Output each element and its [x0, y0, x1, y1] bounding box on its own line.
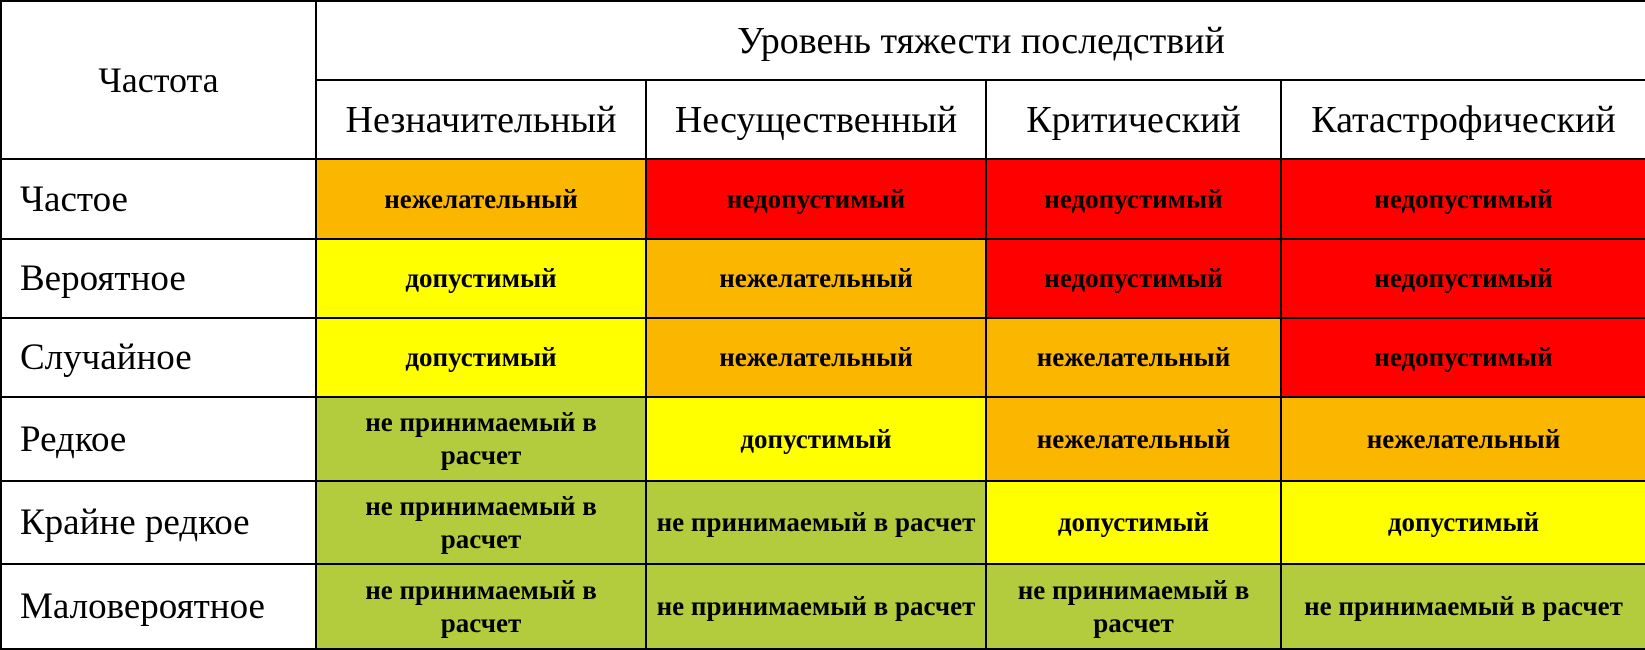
risk-cell-text: недопустимый — [1044, 183, 1223, 214]
risk-cell — [646, 159, 986, 239]
risk-cell-text: допустимый — [405, 342, 557, 372]
frequency-header: Частота — [1, 1, 316, 159]
risk-cell-text: не принимаемый в расчет — [656, 507, 976, 537]
risk-cell-text: не принимаемый в расчет — [1017, 574, 1250, 638]
row-label: Частое — [1, 159, 316, 239]
risk-cell — [986, 481, 1281, 564]
risk-cell-text: не принимаемый в расчет — [365, 490, 597, 554]
risk-cell-text: допустимый — [1057, 507, 1210, 537]
risk-cell — [986, 159, 1281, 239]
column-header-catastrophic: Катастрофический — [1281, 80, 1645, 159]
risk-cell — [1281, 159, 1645, 239]
risk-cell — [1281, 239, 1645, 318]
risk-cell-text: допустимый — [740, 423, 892, 454]
risk-cell — [986, 318, 1281, 397]
risk-cell — [646, 481, 986, 564]
risk-cell — [1281, 397, 1645, 481]
table-row — [1, 159, 1645, 239]
table-row — [1, 481, 1645, 564]
table-row — [1, 239, 1645, 318]
table-row — [1, 318, 1645, 397]
risk-cell — [1281, 481, 1645, 564]
risk-cell-text: не принимаемый в расчет — [656, 591, 976, 621]
risk-cell — [986, 239, 1281, 318]
table-row — [1, 397, 1645, 481]
row-label: Случайное — [1, 318, 316, 397]
risk-cell — [316, 397, 646, 481]
risk-cell-text: не принимаемый в расчет — [1304, 591, 1623, 621]
risk-cell-text: нежелательный — [1366, 423, 1561, 454]
risk-cell-text: нежелательный — [384, 183, 578, 214]
row-label: Крайне редкое — [1, 481, 316, 564]
risk-cell — [646, 318, 986, 397]
risk-cell-text: допустимый — [405, 263, 557, 293]
risk-cell-text: не принимаемый в расчет — [365, 407, 597, 470]
risk-cell — [646, 239, 986, 318]
risk-cell — [316, 239, 646, 318]
column-header-insignificant: Незначительный — [316, 80, 646, 159]
risk-cell-text: недопустимый — [1374, 342, 1553, 372]
risk-cell — [646, 397, 986, 481]
risk-cell-text: нежелательный — [1036, 342, 1231, 372]
risk-cell-text: нежелательный — [1036, 423, 1231, 454]
row-label: Вероятное — [1, 239, 316, 318]
risk-cell-text: нежелательный — [719, 263, 913, 293]
risk-cell — [1281, 564, 1645, 649]
column-header-critical: Критический — [986, 80, 1281, 159]
row-label: Маловероятное — [1, 564, 316, 649]
risk-cell — [1281, 318, 1645, 397]
table-row — [1, 564, 1645, 649]
header-row-top — [1, 1, 1645, 80]
risk-cell — [316, 159, 646, 239]
risk-cell-text: не принимаемый в расчет — [365, 574, 597, 638]
risk-cell-text: нежелательный — [719, 342, 913, 372]
risk-cell-text: допустимый — [1387, 507, 1540, 537]
row-label: Редкое — [1, 397, 316, 481]
risk-cell — [986, 397, 1281, 481]
risk-cell — [316, 481, 646, 564]
risk-cell — [316, 318, 646, 397]
risk-cell — [986, 564, 1281, 649]
risk-cell — [646, 564, 986, 649]
risk-cell — [316, 564, 646, 649]
risk-cell-text: недопустимый — [1044, 263, 1223, 293]
risk-cell-text: недопустимый — [1374, 183, 1553, 214]
risk-cell-text: недопустимый — [1374, 263, 1553, 293]
severity-header: Уровень тяжести последствий — [316, 1, 1645, 80]
column-header-minor: Несущественный — [646, 80, 986, 159]
risk-cell-text: недопустимый — [726, 183, 906, 214]
